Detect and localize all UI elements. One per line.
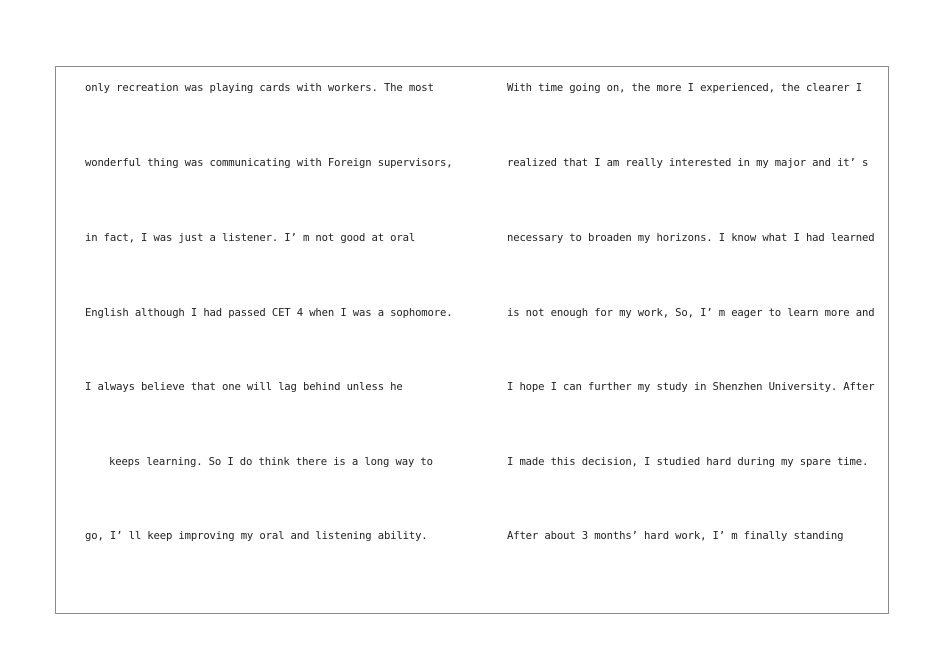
text-line: only recreation was playing cards with workers. The most [85,82,434,94]
text-line: I always believe that one will lag behind unless he [85,381,403,393]
text-line: realized that I am really interested in my major and it’ s [507,157,869,169]
document-page [55,66,889,614]
text-line: go, I’ ll keep improving my oral and listening ability. [85,530,428,542]
text-line: English although I had passed CET 4 when I was a sophomore. [85,307,453,319]
text-line: is not enough for my work, So, I’ m eager to learn more and [507,307,875,319]
text-line: in fact, I was just a listener. I’ m not good at oral [85,232,416,244]
text-line: wonderful thing was communicating with Foreign supervisors, [85,157,453,169]
text-line: With time going on, the more I experienced, the clearer I [507,82,862,94]
text-line: I made this decision, I studied hard during my spare time. [507,456,869,468]
text-line: After about 3 months’ hard work, I’ m finally standing [507,530,844,542]
text-line: keeps learning. So I do think there is a long way to [109,456,433,468]
text-line: I hope I can further my study in Shenzhen University. After [507,381,875,393]
text-line: necessary to broaden my horizons. I know what I had learned [507,232,875,244]
